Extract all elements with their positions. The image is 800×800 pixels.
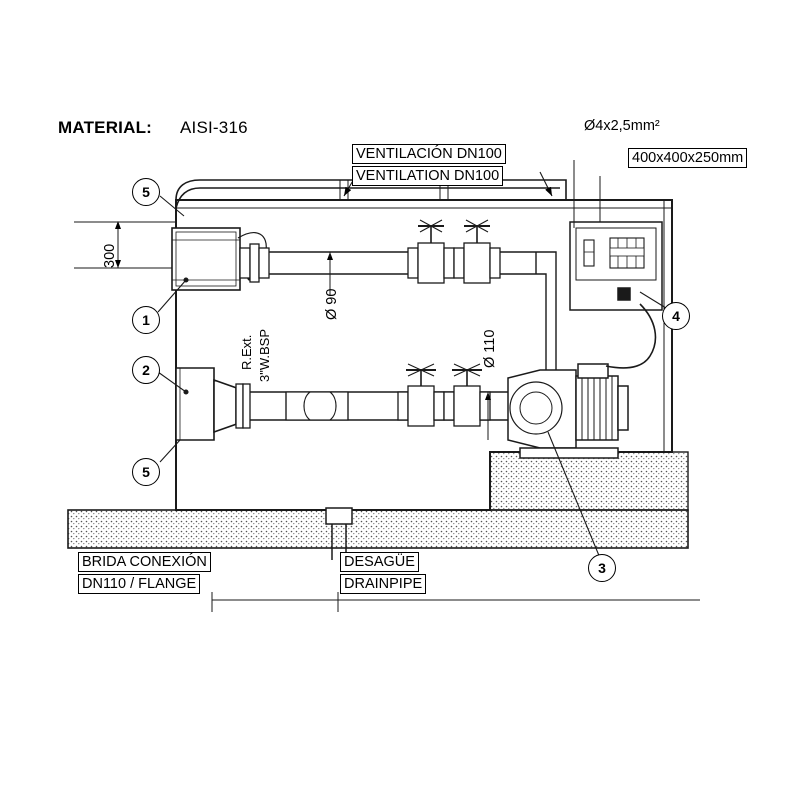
drain-label-en: DRAINPIPE (340, 574, 426, 594)
upper-pipe-run (240, 252, 556, 382)
thread-label-line2: 3"W.BSP (257, 328, 272, 382)
union-fitting-left (240, 244, 269, 282)
callout-4: 4 (662, 302, 690, 330)
ventilation-label-en: VENTILATION DN100 (352, 166, 503, 186)
flange-label-en: DN110 / FLANGE (78, 574, 200, 594)
diam-110-label: Ø 110 (482, 329, 498, 368)
lower-flange (236, 384, 250, 428)
callout-2: 2 (132, 356, 160, 384)
panel-size-label: 400x400x250mm (628, 148, 747, 168)
component-1-vessel (172, 228, 240, 290)
dim-300-label: 300 (102, 243, 118, 268)
flange-label-es: BRIDA CONEXIÓN (78, 552, 211, 572)
cable-spec-leader (574, 160, 600, 228)
ground-slab (68, 452, 688, 548)
callout-3: 3 (588, 554, 616, 582)
diam-90-label: Ø 90 (324, 288, 340, 320)
callout-5-top: 5 (132, 178, 160, 206)
callout-5-bottom: 5 (132, 458, 160, 486)
callout-1: 1 (132, 306, 160, 334)
material-label: MATERIAL: (58, 118, 153, 137)
bottom-reference-lines (212, 592, 700, 612)
water-level-lines (74, 222, 176, 268)
thread-label-line1: R.Ext. (239, 334, 254, 370)
upper-valve-assembly (408, 220, 500, 283)
cable-spec-label: Ø4x2,5mm² (584, 118, 660, 134)
material-value: AISI-316 (180, 118, 248, 137)
power-cable (606, 304, 655, 368)
ventilation-label-es: VENTILACIÓN DN100 (352, 144, 506, 164)
lower-valve-assembly (398, 364, 490, 426)
lower-spool (286, 392, 348, 420)
pump-unit (508, 364, 628, 458)
drain-label-es: DESAGÜE (340, 552, 419, 572)
